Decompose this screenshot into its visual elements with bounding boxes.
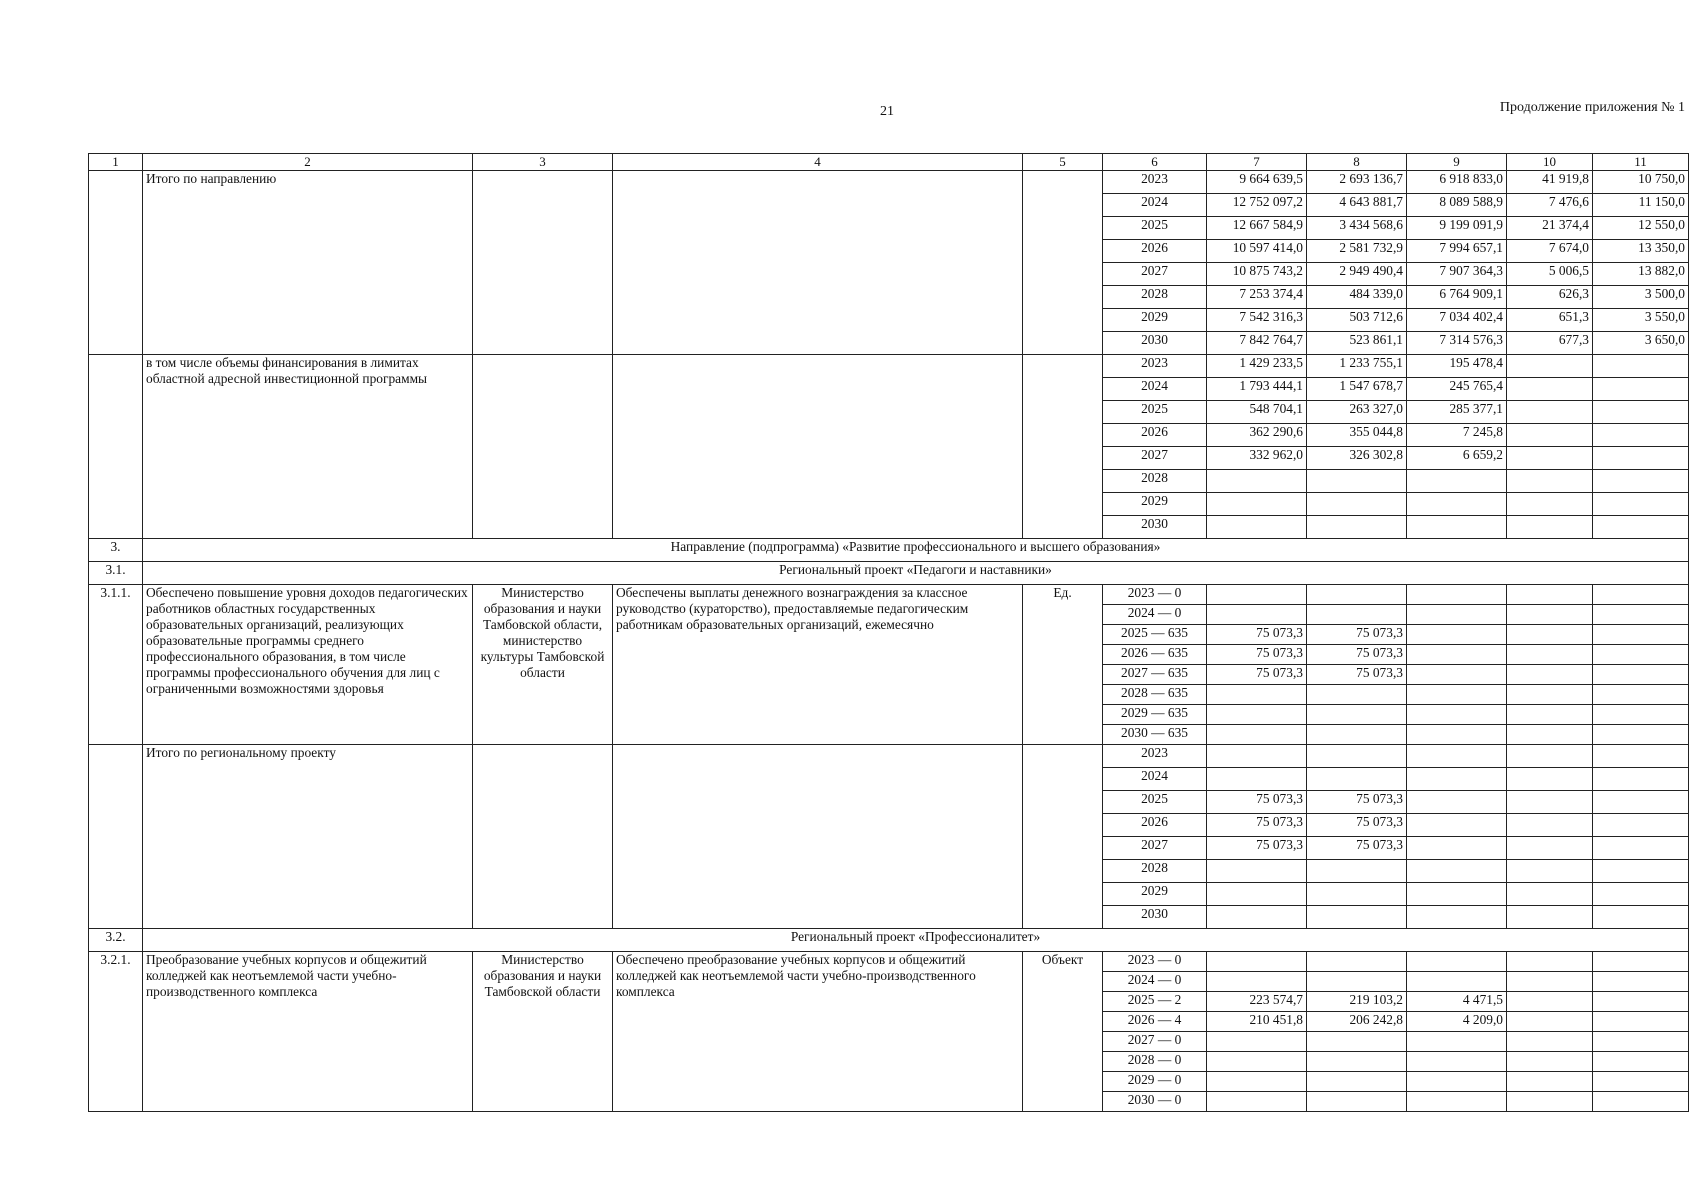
amount-cell [1507,625,1593,645]
amount-cell [1593,745,1689,768]
amount-cell [1307,745,1407,768]
amount-cell: 1 547 678,7 [1307,378,1407,401]
row-name: Итого по направлению [143,171,473,355]
amount-cell [1307,470,1407,493]
appendix-caption: Продолжение приложения № 1 [1499,100,1685,115]
amount-cell [1207,516,1307,539]
amount-cell [1207,1052,1307,1072]
result-cell [613,171,1023,355]
amount-cell: 263 327,0 [1307,401,1407,424]
year-cell: 2030 [1103,332,1207,355]
amount-cell: 2 949 490,4 [1307,263,1407,286]
amount-cell [1507,685,1593,705]
amount-cell: 7 314 576,3 [1407,332,1507,355]
amount-cell: 75 073,3 [1207,791,1307,814]
amount-cell: 219 103,2 [1307,992,1407,1012]
amount-cell: 75 073,3 [1307,837,1407,860]
year-cell: 2025 — 635 [1103,625,1207,645]
amount-cell [1507,1052,1593,1072]
table-row [89,952,1689,972]
amount-cell [1507,645,1593,665]
year-cell: 2029 [1103,493,1207,516]
year-cell: 2024 [1103,378,1207,401]
amount-cell [1407,1092,1507,1112]
year-cell: 2026 [1103,424,1207,447]
amount-cell: 7 034 402,4 [1407,309,1507,332]
row-code [89,745,143,929]
year-cell: 2025 [1103,217,1207,240]
amount-cell: 1 793 444,1 [1207,378,1307,401]
row-code: 3.2.1. [89,952,143,1112]
amount-cell [1407,768,1507,791]
amount-cell: 1 429 233,5 [1207,355,1307,378]
amount-cell: 13 882,0 [1593,263,1689,286]
executor-cell [473,171,613,355]
column-header: 2 [143,154,473,171]
amount-cell [1307,1092,1407,1112]
amount-cell [1307,952,1407,972]
table-row [89,585,1689,605]
amount-cell: 484 339,0 [1307,286,1407,309]
amount-cell [1507,585,1593,605]
section-title: Региональный проект «Профессионалитет» [143,929,1689,952]
unit-cell [1023,171,1103,355]
year-cell: 2025 [1103,791,1207,814]
amount-cell: 75 073,3 [1307,791,1407,814]
amount-cell [1407,860,1507,883]
amount-cell [1593,493,1689,516]
amount-cell: 362 290,6 [1207,424,1307,447]
amount-cell [1307,860,1407,883]
year-cell: 2025 [1103,401,1207,424]
amount-cell: 1 233 755,1 [1307,355,1407,378]
amount-cell: 2 693 136,7 [1307,171,1407,194]
section-code: 3.2. [89,929,143,952]
amount-cell [1593,906,1689,929]
amount-cell [1507,860,1593,883]
amount-cell [1507,814,1593,837]
amount-cell [1207,725,1307,745]
amount-cell: 3 500,0 [1593,286,1689,309]
amount-cell: 7 542 316,3 [1207,309,1307,332]
amount-cell [1507,1032,1593,1052]
unit-cell [1023,745,1103,929]
amount-cell: 10 875 743,2 [1207,263,1307,286]
amount-cell [1407,665,1507,685]
row-name: Преобразование учебных корпусов и общежитий колледжей как неотъемлемой части учебно-производственного комплекса [143,952,473,1112]
amount-cell [1207,972,1307,992]
column-numbers-row [89,154,1689,171]
amount-cell [1407,791,1507,814]
amount-cell: 4 643 881,7 [1307,194,1407,217]
year-cell: 2029 — 0 [1103,1072,1207,1092]
amount-cell [1593,883,1689,906]
amount-cell [1207,470,1307,493]
section-row [89,929,1689,952]
amount-cell: 6 764 909,1 [1407,286,1507,309]
amount-cell: 9 664 639,5 [1207,171,1307,194]
amount-cell [1407,1032,1507,1052]
amount-cell [1307,725,1407,745]
amount-cell [1307,883,1407,906]
section-title: Направление (подпрограмма) «Развитие профессионального и высшего образования» [143,539,1689,562]
amount-cell [1593,952,1689,972]
amount-cell [1507,424,1593,447]
amount-cell [1407,645,1507,665]
amount-cell [1507,493,1593,516]
amount-cell: 677,3 [1507,332,1593,355]
amount-cell [1507,605,1593,625]
year-cell: 2029 [1103,883,1207,906]
amount-cell [1307,1032,1407,1052]
amount-cell: 75 073,3 [1307,814,1407,837]
amount-cell [1207,906,1307,929]
section-code: 3.1. [89,562,143,585]
year-cell: 2028 [1103,860,1207,883]
amount-cell [1507,516,1593,539]
amount-cell [1507,992,1593,1012]
column-header: 3 [473,154,613,171]
amount-cell: 332 962,0 [1207,447,1307,470]
amount-cell: 75 073,3 [1207,625,1307,645]
year-cell: 2024 [1103,194,1207,217]
amount-cell: 626,3 [1507,286,1593,309]
amount-cell [1407,605,1507,625]
amount-cell: 326 302,8 [1307,447,1407,470]
year-cell: 2023 — 0 [1103,585,1207,605]
amount-cell [1207,705,1307,725]
amount-cell: 4 471,5 [1407,992,1507,1012]
amount-cell [1307,768,1407,791]
row-code: 3.1.1. [89,585,143,745]
amount-cell [1307,685,1407,705]
amount-cell [1307,1052,1407,1072]
amount-cell [1207,585,1307,605]
amount-cell [1407,493,1507,516]
table-row [89,355,1689,378]
executor-cell [473,745,613,929]
amount-cell: 41 919,8 [1507,171,1593,194]
amount-cell [1307,705,1407,725]
amount-cell [1593,625,1689,645]
amount-cell [1593,860,1689,883]
amount-cell [1593,814,1689,837]
amount-cell: 75 073,3 [1307,665,1407,685]
amount-cell: 21 374,4 [1507,217,1593,240]
year-cell: 2027 — 0 [1103,1032,1207,1052]
amount-cell [1593,768,1689,791]
result-cell [613,745,1023,929]
amount-cell: 7 476,6 [1507,194,1593,217]
amount-cell: 10 750,0 [1593,171,1689,194]
amount-cell [1407,685,1507,705]
amount-cell [1507,1092,1593,1112]
amount-cell [1207,685,1307,705]
amount-cell [1407,625,1507,645]
amount-cell: 11 150,0 [1593,194,1689,217]
amount-cell [1593,1012,1689,1032]
amount-cell [1307,605,1407,625]
amount-cell [1593,725,1689,745]
financing-table [88,153,1689,1112]
amount-cell [1593,447,1689,470]
amount-cell [1593,1052,1689,1072]
year-cell: 2023 [1103,355,1207,378]
year-cell: 2024 — 0 [1103,972,1207,992]
section-row [89,539,1689,562]
table-row [89,745,1689,768]
amount-cell [1207,1092,1307,1112]
column-header: 5 [1023,154,1103,171]
amount-cell [1507,447,1593,470]
amount-cell [1207,493,1307,516]
amount-cell [1407,883,1507,906]
amount-cell [1207,952,1307,972]
amount-cell [1507,952,1593,972]
amount-cell: 8 089 588,9 [1407,194,1507,217]
amount-cell: 195 478,4 [1407,355,1507,378]
amount-cell [1593,1032,1689,1052]
executor-cell [473,355,613,539]
amount-cell [1593,992,1689,1012]
amount-cell [1407,814,1507,837]
amount-cell [1407,837,1507,860]
amount-cell [1507,837,1593,860]
amount-cell [1507,1072,1593,1092]
year-cell: 2026 — 4 [1103,1012,1207,1032]
column-header: 7 [1207,154,1307,171]
amount-cell: 523 861,1 [1307,332,1407,355]
amount-cell [1593,355,1689,378]
result-cell: Обеспечены выплаты денежного вознаграждения за классное руководство (кураторство), предоставляемые педагогическим работникам образовательных организаций, ежемесячно [613,585,1023,745]
amount-cell: 3 434 568,6 [1307,217,1407,240]
result-cell [613,355,1023,539]
year-cell: 2024 — 0 [1103,605,1207,625]
amount-cell [1593,972,1689,992]
year-cell: 2027 [1103,263,1207,286]
column-header: 9 [1407,154,1507,171]
column-header: 4 [613,154,1023,171]
unit-cell [1023,355,1103,539]
executor-cell: Министерство образования и науки Тамбовской области [473,952,613,1112]
amount-cell: 285 377,1 [1407,401,1507,424]
amount-cell [1507,972,1593,992]
table-row [89,171,1689,194]
amount-cell: 355 044,8 [1307,424,1407,447]
amount-cell [1207,768,1307,791]
year-cell: 2026 [1103,240,1207,263]
amount-cell [1507,705,1593,725]
amount-cell [1507,355,1593,378]
amount-cell: 6 659,2 [1407,447,1507,470]
amount-cell: 9 199 091,9 [1407,217,1507,240]
amount-cell [1593,424,1689,447]
year-cell: 2024 [1103,768,1207,791]
year-cell: 2030 — 0 [1103,1092,1207,1112]
row-code [89,355,143,539]
amount-cell [1207,605,1307,625]
executor-cell: Министерство образования и науки Тамбовской области, министерство культуры Тамбовской области [473,585,613,745]
amount-cell [1507,725,1593,745]
amount-cell [1407,972,1507,992]
amount-cell [1407,585,1507,605]
amount-cell [1307,493,1407,516]
amount-cell: 7 253 374,4 [1207,286,1307,309]
row-name: Обеспечено повышение уровня доходов педагогических работников областных государственных образовательных организаций, реализующих образовательные программы среднего профессионального образования, в том числе программы профессионального обучения для лиц с ограниченными возможностями здоровья [143,585,473,745]
amount-cell: 3 650,0 [1593,332,1689,355]
amount-cell [1407,725,1507,745]
amount-cell [1407,705,1507,725]
amount-cell [1507,906,1593,929]
amount-cell [1507,883,1593,906]
amount-cell: 12 752 097,2 [1207,194,1307,217]
amount-cell [1307,1072,1407,1092]
amount-cell [1593,605,1689,625]
year-cell: 2029 [1103,309,1207,332]
amount-cell: 7 907 364,3 [1407,263,1507,286]
amount-cell [1307,972,1407,992]
amount-cell [1593,585,1689,605]
amount-cell: 75 073,3 [1307,625,1407,645]
amount-cell [1407,906,1507,929]
amount-cell [1507,665,1593,685]
amount-cell: 2 581 732,9 [1307,240,1407,263]
column-header: 6 [1103,154,1207,171]
amount-cell [1307,585,1407,605]
year-cell: 2027 [1103,447,1207,470]
year-cell: 2026 [1103,814,1207,837]
page-number: 21 [880,104,894,119]
amount-cell [1507,1012,1593,1032]
year-cell: 2028 — 0 [1103,1052,1207,1072]
year-cell: 2023 [1103,745,1207,768]
section-title: Региональный проект «Педагоги и наставники» [143,562,1689,585]
amount-cell [1593,470,1689,493]
amount-cell: 12 667 584,9 [1207,217,1307,240]
amount-cell: 10 597 414,0 [1207,240,1307,263]
amount-cell: 7 674,0 [1507,240,1593,263]
amount-cell [1593,685,1689,705]
column-header: 1 [89,154,143,171]
amount-cell: 13 350,0 [1593,240,1689,263]
amount-cell [1207,1072,1307,1092]
amount-cell: 206 242,8 [1307,1012,1407,1032]
amount-cell: 7 842 764,7 [1207,332,1307,355]
year-cell: 2027 — 635 [1103,665,1207,685]
year-cell: 2023 — 0 [1103,952,1207,972]
amount-cell: 75 073,3 [1207,837,1307,860]
amount-cell [1593,645,1689,665]
amount-cell [1407,952,1507,972]
amount-cell: 6 918 833,0 [1407,171,1507,194]
amount-cell: 3 550,0 [1593,309,1689,332]
amount-cell [1507,791,1593,814]
amount-cell [1407,1072,1507,1092]
amount-cell [1507,470,1593,493]
amount-cell [1593,401,1689,424]
column-header: 8 [1307,154,1407,171]
amount-cell: 223 574,7 [1207,992,1307,1012]
amount-cell: 4 209,0 [1407,1012,1507,1032]
year-cell: 2029 — 635 [1103,705,1207,725]
amount-cell [1507,745,1593,768]
amount-cell [1207,745,1307,768]
amount-cell [1507,768,1593,791]
amount-cell: 75 073,3 [1207,645,1307,665]
year-cell: 2027 [1103,837,1207,860]
amount-cell [1593,516,1689,539]
unit-cell: Объект [1023,952,1103,1112]
amount-cell: 548 704,1 [1207,401,1307,424]
amount-cell: 5 006,5 [1507,263,1593,286]
year-cell: 2030 [1103,906,1207,929]
amount-cell [1407,745,1507,768]
amount-cell [1593,837,1689,860]
unit-cell: Ед. [1023,585,1103,745]
section-code: 3. [89,539,143,562]
amount-cell [1207,883,1307,906]
amount-cell [1207,1032,1307,1052]
amount-cell [1593,665,1689,685]
amount-cell: 75 073,3 [1207,665,1307,685]
amount-cell: 7 994 657,1 [1407,240,1507,263]
amount-cell: 75 073,3 [1307,645,1407,665]
amount-cell [1407,470,1507,493]
amount-cell [1593,1072,1689,1092]
result-cell: Обеспечено преобразование учебных корпусов и общежитий колледжей как неотъемлемой части учебно-производственного комплекса [613,952,1023,1112]
amount-cell: 12 550,0 [1593,217,1689,240]
amount-cell [1307,906,1407,929]
column-header: 11 [1593,154,1689,171]
year-cell: 2026 — 635 [1103,645,1207,665]
amount-cell: 651,3 [1507,309,1593,332]
amount-cell [1207,860,1307,883]
section-row [89,562,1689,585]
column-header: 10 [1507,154,1593,171]
year-cell: 2030 [1103,516,1207,539]
row-name: в том числе объемы финансирования в лимитах областной адресной инвестиционной программы [143,355,473,539]
amount-cell: 503 712,6 [1307,309,1407,332]
amount-cell: 75 073,3 [1207,814,1307,837]
amount-cell [1507,378,1593,401]
row-code [89,171,143,355]
year-cell: 2023 [1103,171,1207,194]
amount-cell [1407,516,1507,539]
amount-cell [1407,1052,1507,1072]
row-name: Итого по региональному проекту [143,745,473,929]
year-cell: 2025 — 2 [1103,992,1207,1012]
year-cell: 2028 [1103,286,1207,309]
amount-cell [1307,516,1407,539]
year-cell: 2030 — 635 [1103,725,1207,745]
year-cell: 2028 [1103,470,1207,493]
amount-cell: 7 245,8 [1407,424,1507,447]
amount-cell: 245 765,4 [1407,378,1507,401]
amount-cell [1507,401,1593,424]
amount-cell: 210 451,8 [1207,1012,1307,1032]
amount-cell [1593,378,1689,401]
amount-cell [1593,791,1689,814]
amount-cell [1593,705,1689,725]
amount-cell [1593,1092,1689,1112]
year-cell: 2028 — 635 [1103,685,1207,705]
